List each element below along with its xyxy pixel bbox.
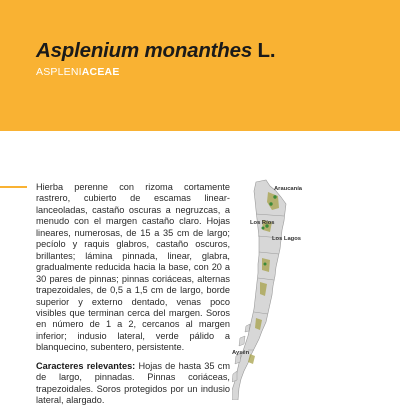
relevant-label: Caracteres relevantes: xyxy=(36,360,136,371)
map-label-araucania: Araucanía xyxy=(274,186,303,192)
map-land xyxy=(232,180,286,400)
map-label-aysen: Aysén xyxy=(232,350,250,356)
species-title xyxy=(36,39,275,63)
species-author: L. xyxy=(257,39,276,62)
occurrence-point xyxy=(269,202,272,205)
section-divider xyxy=(0,186,27,188)
species-binomial: Asplenium monanthes xyxy=(36,39,253,62)
family-prefix: ASPLENI xyxy=(36,66,82,78)
relevant-text: Hojas de hasta 35 cm de largo, pinnadas. Pinnas coriáceas, trapezoidales. Soros protegidos por un indusio lateral, alargado. xyxy=(36,360,230,406)
map-label-los-lagos: Los Lagos xyxy=(272,236,301,242)
header-banner xyxy=(0,0,400,131)
occurrence-point xyxy=(262,227,265,230)
distribution-map xyxy=(232,178,400,400)
species-description: Hierba perenne con rizoma cortamente rastrero, cubierto de escamas linear-lanceoladas, castaño oscuras a negruzcas, a menudo con el margen castaño claro. Hojas lineares, numerosas, de 15 a 35 cm de largo; pecíolo y raquis glabros, castaño oscuros, brillantes; lámina pinnada, linear, glabra, gradualmente reducida hacia la base, con 20 a 30 pares de pinnas; pinnas coriáceas, alternas trapezoidales, de 0,5 a 1,5 cm de largo, borde superior y externo dentado, venas poco visibles que terminan cerca del margen. Soros en número de 1 a 2, cercanos al margen inferior; indusio lateral, verde pálido a blanquecino, subentero, persistente. xyxy=(36,182,230,353)
occurrence-point xyxy=(273,195,276,198)
family-name xyxy=(36,66,120,78)
occurrence-point xyxy=(264,263,267,266)
family-suffix: ACEAE xyxy=(81,66,120,78)
description-column xyxy=(36,182,230,407)
map-label-los-rios: Los Ríos xyxy=(250,220,275,226)
